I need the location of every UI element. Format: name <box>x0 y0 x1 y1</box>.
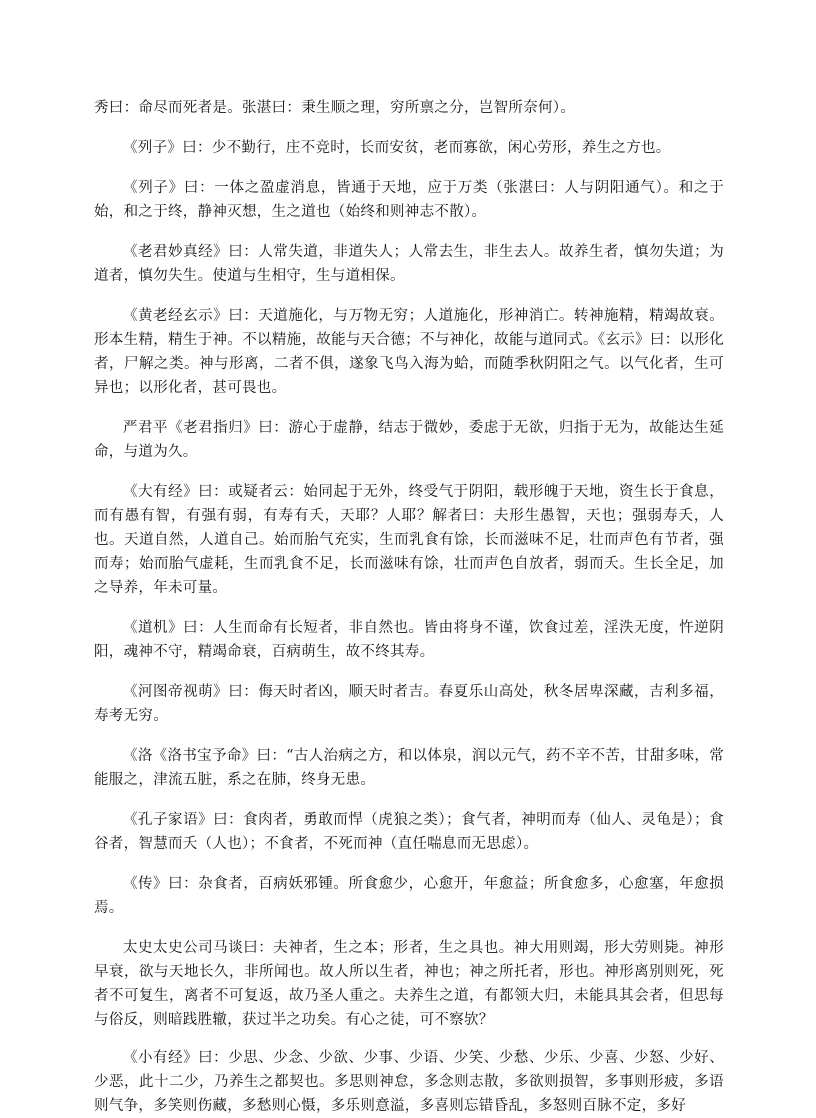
paragraph-3: 《列子》曰：一体之盈虚消息，皆通于天地，应于万类（张湛曰：人与阴阳通气）。和之于始，和之于终，静神灭想，生之道也（始终和则神志不散）。 <box>94 180 724 220</box>
paragraph-8: 《道机》曰：人生而命有长短者，非自然也。皆由将身不谨，饮食过差，淫泆无度，忤逆阴阳，魂神不守，精竭命衰，百病萌生，故不终其寿。 <box>94 620 724 660</box>
paragraph-13: 太史太史公司马谈曰：夫神者，生之本；形者，生之具也。神大用则竭，形大劳则毙。神形早衰，欲与天地长久，非所闻也。故人所以生者，神也；神之所托者，形也。神形离别则死，死者不可复生，离者不可复返，故乃圣人重之。夫养生之道，有都领大归，未能具其会者，但思每与俗反，则暗践胜辙，获过半之功矣。有心之徒，可不察欤？ <box>94 940 724 1028</box>
paragraph-1: 秀曰：命尽而死者是。张湛曰：秉生顺之理，穷所禀之分，岂智所奈何）。 <box>94 100 576 116</box>
paragraph-9: 《河图帝视萌》曰：侮天时者凶，顺天时者吉。春夏乐山高处，秋冬居卑深藏，吉利多福，寿考无穷。 <box>94 684 724 724</box>
paragraph-14: 《小有经》曰：少思、少念、少欲、少事、少语、少笑、少愁、少乐、少喜、少怒、少好、少恶，此十二少，乃养生之都契也。多思则神怠，多念则志散，多欲则损智，多事则形疲，多语则气争，多笑则伤藏，多愁则心慑，多乐则意溢，多喜则忘错昏乱，多怒则百脉不定，多好 <box>94 1050 724 1114</box>
paragraph-12: 《传》曰：杂食者，百病妖邪锺。所食愈少，心愈开，年愈益；所食愈多，心愈塞，年愈损焉。 <box>94 876 724 916</box>
paragraph-5: 《黄老经玄示》曰：天道施化，与万物无穷；人道施化，形神消亡。转神施精，精竭故衰。形本生精，精生于神。不以精施，故能与天合德；不与神化，故能与道同式。《玄示》曰：以形化者，尸解之类。神与形离，二者不俱，遂象飞鸟入海为蛤，而随季秋阴阳之气。以气化者，生可异也；以形化者，甚可畏也。 <box>94 308 724 396</box>
paragraph-6: 严君平《老君指归》曰：游心于虚静，结志于微妙，委虑于无欲，归指于无为，故能达生延命，与道为久。 <box>94 420 724 460</box>
paragraph-11: 《孔子家语》曰：食肉者，勇敢而悍（虎狼之类）；食气者，神明而寿（仙人、灵龟是）；食谷者，智慧而夭（人也）；不食者，不死而神（直任喘息而无思虑）。 <box>94 812 724 852</box>
paragraph-4: 《老君妙真经》曰：人常失道，非道失人；人常去生，非生去人。故养生者，慎勿失道；为道者，慎勿失生。使道与生相守，生与道相保。 <box>94 244 724 284</box>
paragraph-2: 《列子》曰：少不勤行，庄不竞时，长而安贫，老而寡欲，闲心劳形，养生之方也。 <box>123 140 671 156</box>
paragraph-7: 《大有经》曰：或疑者云：始同起于无外，终受气于阴阳，载形魄于天地，资生长于食息，而有愚有智，有强有弱，有寿有夭，天耶？人耶？解者曰：夫形生愚智，天也；强弱寿夭，人也。天道自然，人道自己。始而胎气充实，生而乳食有馀，长而滋味不足，壮而声色有节者，强而寿；始而胎气虚耗，生而乳食不足，长而滋味有馀，壮而声色自放者，弱而夭。生长全足，加之导养，年未可量。 <box>94 484 724 596</box>
paragraph-10: 《洛《洛书宝予命》曰：“古人治病之方，和以体泉，润以元气，药不辛不苦，甘甜多味，常能服之，津流五脏，系之在肺，终身无患。 <box>94 748 724 788</box>
